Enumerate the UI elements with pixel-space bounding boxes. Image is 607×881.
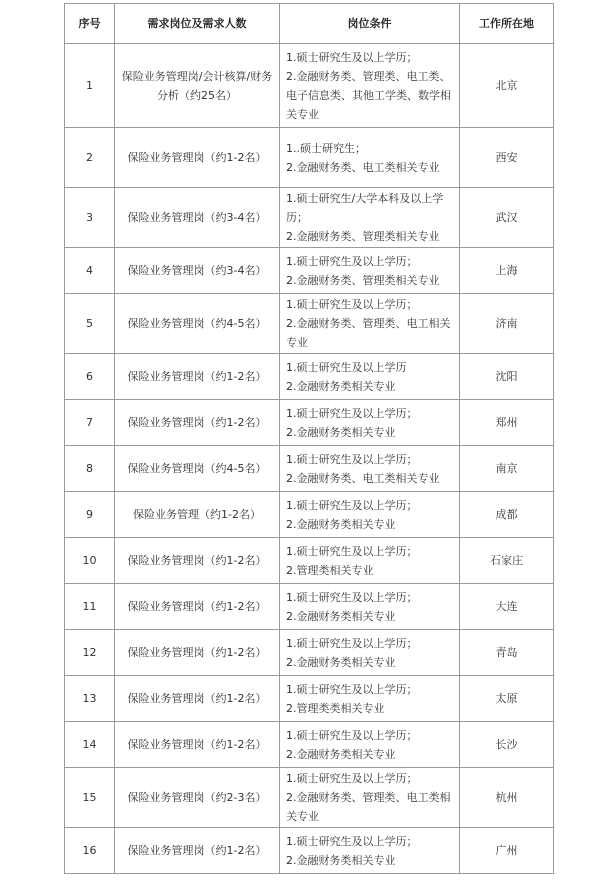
requirement-line: 1.硕士研究生及以上学历 bbox=[286, 360, 407, 374]
requirement-line: 2.金融财务类、管理类、电工类、电子信息类、其他工学类、数学相关专业 bbox=[286, 69, 451, 121]
position-cell: 保险业务管理岗（约1-2名） bbox=[115, 400, 280, 446]
requirement-line: 1.硕士研究生及以上学历； bbox=[286, 406, 418, 420]
location-cell: 济南 bbox=[460, 294, 554, 354]
table-row bbox=[65, 400, 554, 446]
requirement-line: 2.管理类类相关专业 bbox=[286, 701, 385, 715]
position-cell: 保险业务管理岗（约1-2名） bbox=[115, 676, 280, 722]
table-row bbox=[65, 538, 554, 584]
requirement-line: 2.金融财务类、管理类相关专业 bbox=[286, 230, 440, 243]
row-number: 5 bbox=[65, 294, 115, 354]
position-cell: 保险业务管理岗（约2-3名） bbox=[115, 768, 280, 828]
requirement-line: 2.金融财务类相关专业 bbox=[286, 517, 396, 531]
requirement-line: 1.硕士研究生及以上学历； bbox=[286, 834, 418, 848]
location-cell: 成都 bbox=[460, 492, 554, 538]
location-cell: 郑州 bbox=[460, 400, 554, 446]
header-position: 需求岗位及需求人数 bbox=[115, 4, 280, 44]
table-row bbox=[65, 248, 554, 294]
location-cell: 石家庄 bbox=[460, 538, 554, 584]
position-cell: 保险业务管理岗（约4-5名） bbox=[115, 446, 280, 492]
table-row bbox=[65, 294, 554, 354]
requirements-cell bbox=[280, 400, 460, 446]
table-row bbox=[65, 44, 554, 128]
location-cell: 沈阳 bbox=[460, 354, 554, 400]
row-number: 4 bbox=[65, 248, 115, 294]
table-row bbox=[65, 630, 554, 676]
table-row bbox=[65, 584, 554, 630]
requirement-line: 1.硕士研究生及以上学历； bbox=[286, 682, 418, 696]
location-cell: 上海 bbox=[460, 248, 554, 294]
table-header-row bbox=[65, 4, 554, 44]
row-number: 9 bbox=[65, 492, 115, 538]
requirement-line: 1.硕士研究生及以上学历； bbox=[286, 544, 418, 558]
row-number: 6 bbox=[65, 354, 115, 400]
row-number: 3 bbox=[65, 188, 115, 248]
requirement-line: 1.硕士研究生及以上学历； bbox=[286, 728, 418, 742]
requirement-line: 1.硕士研究生及以上学历； bbox=[286, 498, 418, 512]
row-number: 2 bbox=[65, 128, 115, 188]
requirements-cell bbox=[280, 538, 460, 584]
location-cell: 北京 bbox=[460, 44, 554, 128]
position-cell: 保险业务管理岗（约1-2名） bbox=[115, 584, 280, 630]
requirement-line: 1.硕士研究生及以上学历； bbox=[286, 298, 418, 311]
requirement-line: 2.金融财务类、管理类相关专业 bbox=[286, 273, 440, 287]
header-location: 工作所在地 bbox=[460, 4, 554, 44]
position-cell: 保险业务管理岗（约1-2名） bbox=[115, 722, 280, 768]
requirements-cell bbox=[280, 676, 460, 722]
requirement-line: 2.管理类相关专业 bbox=[286, 563, 374, 577]
requirement-line: 2.金融财务类、管理类、电工类相关专业 bbox=[286, 791, 451, 823]
row-number: 1 bbox=[65, 44, 115, 128]
requirement-line: 1..硕士研究生； bbox=[286, 141, 366, 155]
table-row bbox=[65, 492, 554, 538]
requirements-cell bbox=[280, 722, 460, 768]
location-cell: 武汉 bbox=[460, 188, 554, 248]
requirement-line: 2.金融财务类相关专业 bbox=[286, 379, 396, 393]
location-cell: 太原 bbox=[460, 676, 554, 722]
row-number: 10 bbox=[65, 538, 115, 584]
requirements-cell bbox=[280, 294, 460, 354]
position-cell: 保险业务管理岗（约3-4名） bbox=[115, 188, 280, 248]
table-row bbox=[65, 676, 554, 722]
position-cell: 保险业务管理岗（约1-2名） bbox=[115, 354, 280, 400]
position-cell: 保险业务管理（约1-2名） bbox=[115, 492, 280, 538]
requirements-cell bbox=[280, 44, 460, 128]
requirement-line: 1.硕士研究生及以上学历； bbox=[286, 590, 418, 604]
table-row bbox=[65, 828, 554, 874]
job-requirements-table bbox=[64, 3, 554, 874]
position-cell: 保险业务管理岗（约3-4名） bbox=[115, 248, 280, 294]
row-number: 13 bbox=[65, 676, 115, 722]
requirements-cell bbox=[280, 128, 460, 188]
row-number: 11 bbox=[65, 584, 115, 630]
position-cell: 保险业务管理岗（约1-2名） bbox=[115, 630, 280, 676]
requirement-line: 1.硕士研究生及以上学历； bbox=[286, 50, 418, 64]
requirements-cell bbox=[280, 768, 460, 828]
table-row bbox=[65, 446, 554, 492]
row-number: 16 bbox=[65, 828, 115, 874]
position-cell: 保险业务管理岗（约1-2名） bbox=[115, 538, 280, 584]
location-cell: 青岛 bbox=[460, 630, 554, 676]
table-body bbox=[65, 44, 554, 874]
row-number: 15 bbox=[65, 768, 115, 828]
table-row bbox=[65, 188, 554, 248]
requirement-line: 2.金融财务类、电工类相关专业 bbox=[286, 471, 440, 485]
requirements-cell bbox=[280, 248, 460, 294]
requirement-line: 2.金融财务类相关专业 bbox=[286, 425, 396, 439]
header-requirements: 岗位条件 bbox=[280, 4, 460, 44]
location-cell: 广州 bbox=[460, 828, 554, 874]
row-number: 14 bbox=[65, 722, 115, 768]
table-row bbox=[65, 128, 554, 188]
table-row bbox=[65, 768, 554, 828]
table-row bbox=[65, 354, 554, 400]
table-row bbox=[65, 722, 554, 768]
requirement-line: 1.硕士研究生/大学本科及以上学历； bbox=[286, 192, 444, 224]
requirement-line: 2.金融财务类相关专业 bbox=[286, 853, 396, 867]
requirement-line: 1.硕士研究生及以上学历； bbox=[286, 452, 418, 466]
requirement-line: 2.金融财务类、电工类相关专业 bbox=[286, 160, 440, 174]
position-cell: 保险业务管理岗（约1-2名） bbox=[115, 128, 280, 188]
requirement-line: 2.金融财务类相关专业 bbox=[286, 655, 396, 669]
header-no: 序号 bbox=[65, 4, 115, 44]
requirement-line: 1.硕士研究生及以上学历； bbox=[286, 254, 418, 268]
row-number: 7 bbox=[65, 400, 115, 446]
requirement-line: 2.金融财务类相关专业 bbox=[286, 747, 396, 761]
requirements-cell bbox=[280, 492, 460, 538]
location-cell: 西安 bbox=[460, 128, 554, 188]
requirements-cell bbox=[280, 446, 460, 492]
location-cell: 杭州 bbox=[460, 768, 554, 828]
requirements-cell bbox=[280, 188, 460, 248]
location-cell: 大连 bbox=[460, 584, 554, 630]
location-cell: 长沙 bbox=[460, 722, 554, 768]
requirement-line: 1.硕士研究生及以上学历； bbox=[286, 772, 418, 785]
requirements-cell bbox=[280, 828, 460, 874]
position-cell: 保险业务管理岗（约1-2名） bbox=[115, 828, 280, 874]
location-cell: 南京 bbox=[460, 446, 554, 492]
requirement-line: 2.金融财务类相关专业 bbox=[286, 609, 396, 623]
row-number: 8 bbox=[65, 446, 115, 492]
requirement-line: 2.金融财务类、管理类、电工相关专业 bbox=[286, 317, 451, 349]
requirements-cell bbox=[280, 630, 460, 676]
row-number: 12 bbox=[65, 630, 115, 676]
position-cell: 保险业务管理岗（约4-5名） bbox=[115, 294, 280, 354]
requirements-cell bbox=[280, 584, 460, 630]
requirements-cell bbox=[280, 354, 460, 400]
position-cell: 保险业务管理岗/会计核算/财务分析（约25名） bbox=[115, 44, 280, 128]
requirement-line: 1.硕士研究生及以上学历； bbox=[286, 636, 418, 650]
